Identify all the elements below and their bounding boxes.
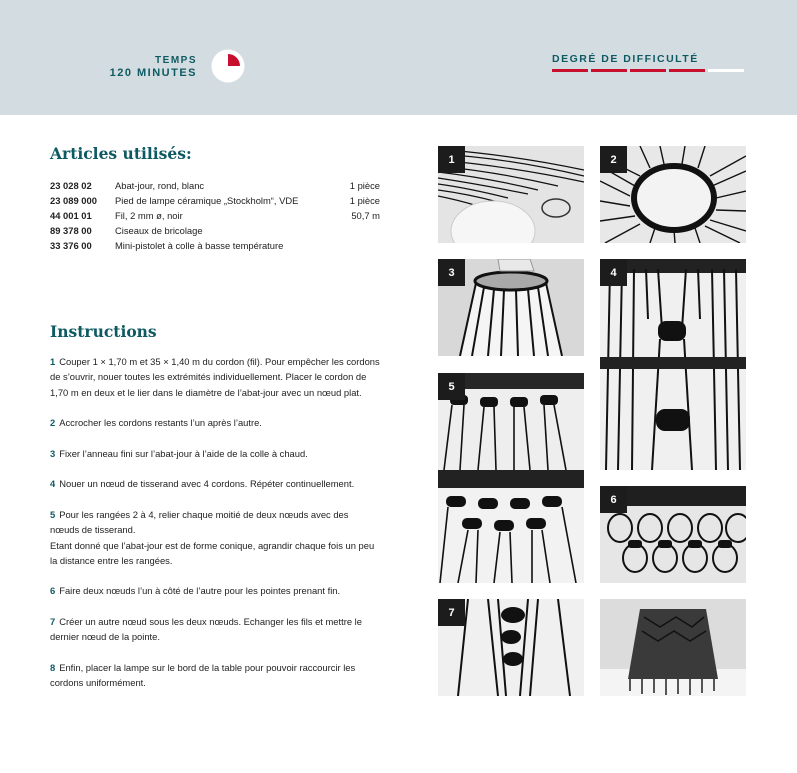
step-text: Faire deux nœuds l’un à côté de l’autre pour les pointes prenant fin. bbox=[59, 585, 341, 597]
step-number: 2 bbox=[50, 417, 56, 429]
photo-number-badge: 1 bbox=[438, 146, 465, 173]
article-code: 44 001 01 bbox=[50, 210, 92, 221]
instruction-step bbox=[50, 446, 380, 461]
article-name: Ciseaux de bricolage bbox=[115, 225, 203, 236]
article-qty: 1 pièce bbox=[349, 195, 380, 206]
step-text: Créer un autre nœud sous les deux nœuds. Echanger les fils et mettre le dernier nœud de la pointe. bbox=[50, 616, 362, 643]
articles-title: Articles utilisés: bbox=[50, 144, 192, 163]
article-row bbox=[50, 238, 380, 253]
article-name: Abat-jour, rond, blanc bbox=[115, 180, 205, 191]
article-code: 89 378 00 bbox=[50, 225, 92, 236]
time-block bbox=[110, 54, 197, 80]
step-photo-2 bbox=[600, 146, 746, 243]
step-text: Enfin, placer la lampe sur le bord de la table pour pouvoir raccourcir les cordons uniformément. bbox=[50, 661, 356, 689]
difficulty-label: DEGRÉ DE DIFFICULTÉ bbox=[552, 53, 699, 65]
article-row bbox=[50, 178, 380, 193]
difficulty-segment bbox=[552, 69, 588, 72]
photo-number-badge: 7 bbox=[438, 599, 465, 626]
photo-number-badge: 6 bbox=[600, 486, 627, 513]
difficulty-segment bbox=[591, 69, 627, 72]
step-photo-6 bbox=[600, 486, 746, 583]
step-number: 3 bbox=[50, 447, 56, 459]
photo-number-badge: 5 bbox=[438, 373, 465, 400]
step-photo-1 bbox=[438, 146, 584, 243]
instruction-step bbox=[50, 614, 380, 645]
step-text-extra: Etant donné que l’abat-jour est de forme conique, agrandir chaque fois un peu la distance entre les rangées. bbox=[50, 539, 375, 566]
instructions-list bbox=[50, 354, 380, 706]
time-label: TEMPS bbox=[155, 55, 197, 66]
photo-number-badge: 3 bbox=[438, 259, 465, 286]
step-photo-7 bbox=[438, 599, 584, 696]
time-value: 120 MINUTES bbox=[109, 67, 197, 79]
step-photo-3 bbox=[438, 259, 584, 356]
article-code: 33 376 00 bbox=[50, 240, 92, 251]
finished-lamp-image bbox=[600, 599, 746, 696]
step-photo-5b bbox=[438, 470, 584, 583]
instruction-step bbox=[50, 476, 380, 491]
article-code: 23 089 000 bbox=[50, 195, 97, 206]
step-number: 1 bbox=[50, 356, 56, 367]
clock-icon bbox=[211, 49, 245, 83]
article-name: Mini-pistolet à colle à basse température bbox=[115, 240, 284, 251]
step-text: Nouer un nœud de tisserand avec 4 cordons. Répéter continuellement. bbox=[59, 478, 355, 490]
step-number: 7 bbox=[50, 616, 56, 628]
article-row bbox=[50, 223, 380, 238]
difficulty-meter bbox=[552, 69, 744, 72]
step-number: 8 bbox=[50, 661, 56, 673]
step-photo-5 bbox=[438, 373, 584, 470]
article-name: Fil, 2 mm ø, noir bbox=[115, 210, 183, 221]
step-text: Couper 1 × 1,70 m et 35 × 1,40 m du cordon (fil). Pour empêcher les cordons de s’ouvrir, nouer toutes les extrémités individuellement. Placer le cordon de 1,70 m en deux et le lier dans le diamètre de l’abat-jour avec un nœud plat. bbox=[50, 356, 380, 398]
step-photo-4 bbox=[600, 259, 746, 470]
article-qty: 50,7 m bbox=[351, 210, 380, 221]
step-number: 5 bbox=[50, 508, 56, 520]
knot-rows-photo bbox=[438, 470, 584, 583]
instruction-step bbox=[50, 583, 380, 598]
difficulty-segment bbox=[669, 69, 705, 72]
step-text: Accrocher les cordons restants l’un après l’autre. bbox=[59, 417, 262, 429]
instruction-step bbox=[50, 507, 380, 568]
article-name: Pied de lampe céramique „Stockholm“, VDE bbox=[115, 195, 299, 206]
difficulty-segment bbox=[630, 69, 666, 72]
instruction-step bbox=[50, 660, 380, 691]
instruction-step bbox=[50, 354, 380, 400]
photo-number-badge: 2 bbox=[600, 146, 627, 173]
instructions-title: Instructions bbox=[50, 322, 157, 341]
finished-lamp-photo bbox=[600, 599, 746, 696]
step-number: 6 bbox=[50, 585, 56, 597]
article-qty: 1 pièce bbox=[349, 180, 380, 191]
article-row bbox=[50, 208, 380, 223]
article-code: 23 028 02 bbox=[50, 180, 92, 191]
page-header bbox=[0, 0, 797, 115]
instruction-step bbox=[50, 415, 380, 430]
difficulty-segment bbox=[708, 69, 744, 72]
step-text: Pour les rangées 2 à 4, relier chaque moitié de deux nœuds avec des nœuds de tisserand. bbox=[50, 508, 349, 536]
article-row bbox=[50, 193, 380, 208]
step-text: Fixer l’anneau fini sur l’abat-jour à l’aide de la colle à chaud. bbox=[59, 447, 308, 459]
articles-table bbox=[50, 178, 380, 253]
photo-number-badge: 4 bbox=[600, 259, 627, 286]
knot-photo bbox=[600, 259, 746, 470]
step-number: 4 bbox=[50, 478, 56, 490]
